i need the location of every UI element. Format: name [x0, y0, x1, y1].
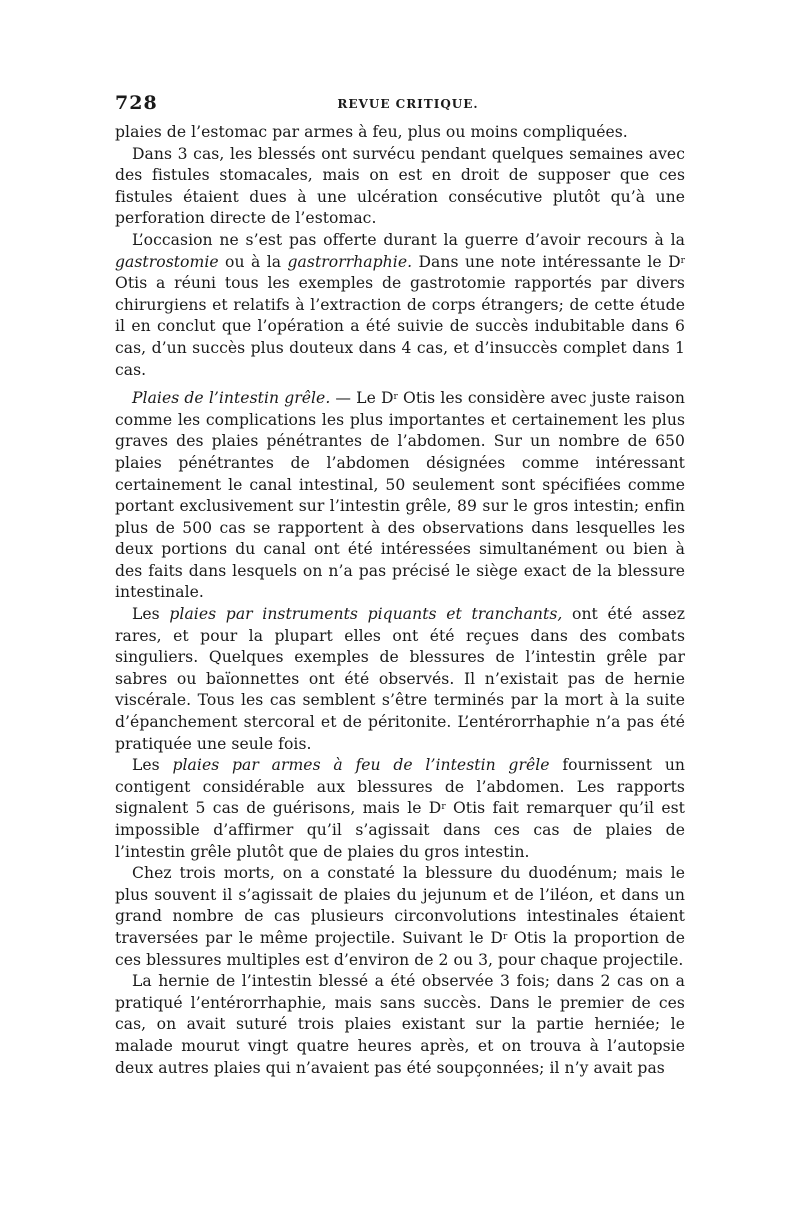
document-page	[115, 92, 685, 1079]
superscript: r	[441, 802, 446, 813]
text-run: Dans une note intéressante le D	[412, 252, 681, 271]
italic-term: gastrorrhaphie.	[287, 252, 413, 271]
superscript: r	[502, 931, 508, 942]
text-run: Les	[132, 756, 173, 775]
superscript: r	[393, 392, 398, 403]
italic-term: gastrostomie	[115, 252, 219, 271]
superscript: r	[680, 255, 685, 266]
text-run: ont été assez rares, et pour la plupart elles ont été reçues dans des combats singuliers. Quelques exemples de blessures de l’intestin grêle par sabres ou baïonnettes ont été observés. Il n’existait pas de hernie viscérale. Tous les cas semblent s’être terminés par la mort à la suite d’épanchement stercoral et de péritonite. L’entérorrhaphie n’a pas été pratiquée une seule fois.	[115, 605, 685, 753]
journal-title: REVUE CRITIQUE.	[337, 97, 479, 111]
text-run: Otis les considère avec juste raison comme les complications les plus importantes et certainement les plus graves des plaies pénétrantes de l’abdomen. Sur un nombre de 650 plaies pénétrantes de l’abdomen désignées comme intéressant certainement le canal intestinal, 50 seulement sont spécifiées comme portant exclusivement sur l’intestin grêle, 89 sur le gros intestin; enfin plus de 500 cas se rapportent à des observations dans lesquelles les deux portions du canal ont été intéressées simultanément ou bien à des faits dans lesquels on n’a pas précisé le siège exact de la blessure intestinale.	[115, 389, 685, 602]
text-run: fournissent un contigent considérable aux blessures de l’abdomen. Les rapports signalent 5 cas de guérisons, mais le D	[115, 756, 686, 818]
text-run: Les	[132, 605, 170, 624]
paragraph-8: La hernie de l’intestin blessé a été observée 3 fois; dans 2 cas on a pratiqué l’entérorrhaphie, mais sans succès. Dans le premier de ces cas, on avait suturé trois plaies existant sur la partie herniée; le malade mourut vingt quatre heures après, et on trouva à l’autopsie deux autres plaies qui n’avaient pas été soupçonnées; il n’y avait pas	[115, 972, 685, 1077]
body-text	[115, 122, 685, 1079]
paragraph-6	[115, 755, 685, 863]
text-run: Chez trois morts, on a constaté la blessure du duodénum; mais le plus souvent il s’agissait de plaies du jejunum et de l’iléon, et dans un grand nombre de cas plusieurs circonvolutions intestinales étaient traversées par le même projectile. Suivant le D	[115, 864, 685, 947]
paragraph-1: plaies de l’estomac par armes à feu, plus ou moins compliquées.	[115, 123, 628, 141]
paragraph-4	[115, 388, 685, 604]
italic-term: plaies par armes à feu de l’intestin grêle	[172, 756, 550, 775]
section-heading: Plaies de l’intestin grêle.	[132, 389, 331, 408]
italic-term: plaies par instruments piquants et tranchants,	[169, 605, 563, 624]
text-run: Otis a réuni tous les exemples de gastrotomie rapportés par divers chirurgiens et relatifs à l’extraction de corps étrangers; de cette étude il en conclut que l’opération a été suivie de succès indubitable dans 6 cas, d’un succès plus douteux dans 4 cas, et d’insuccès complet dans 1 cas.	[115, 274, 685, 379]
running-head	[115, 92, 685, 122]
paragraph-5	[115, 604, 685, 755]
paragraph-3	[115, 230, 685, 381]
text-run: Otis fait remarquer qu’il est impossible d’affirmer qu’il s’agissait dans ces cas de plaies de l’intestin grêle plutôt que de plaies du gros intestin.	[115, 799, 685, 861]
text-run: Otis la proportion de ces blessures multiples est d’environ de 2 ou 3, pour chaque projectile.	[115, 928, 685, 969]
text-run: — Le D	[330, 389, 394, 408]
text-run: ou à la	[218, 252, 288, 271]
text-run: L’occasion ne s’est pas offerte durant la guerre d’avoir recours à la	[132, 230, 685, 249]
paragraph-7	[115, 863, 685, 971]
paragraph-2: Dans 3 cas, les blessés ont survécu pendant quelques semaines avec des fistules stomacales, mais on est en droit de supposer que ces fistules étaient dues à une ulcération consécutive plutôt qu’à une perforation directe de l’estomac.	[115, 144, 685, 228]
page-number: 728	[115, 92, 158, 114]
